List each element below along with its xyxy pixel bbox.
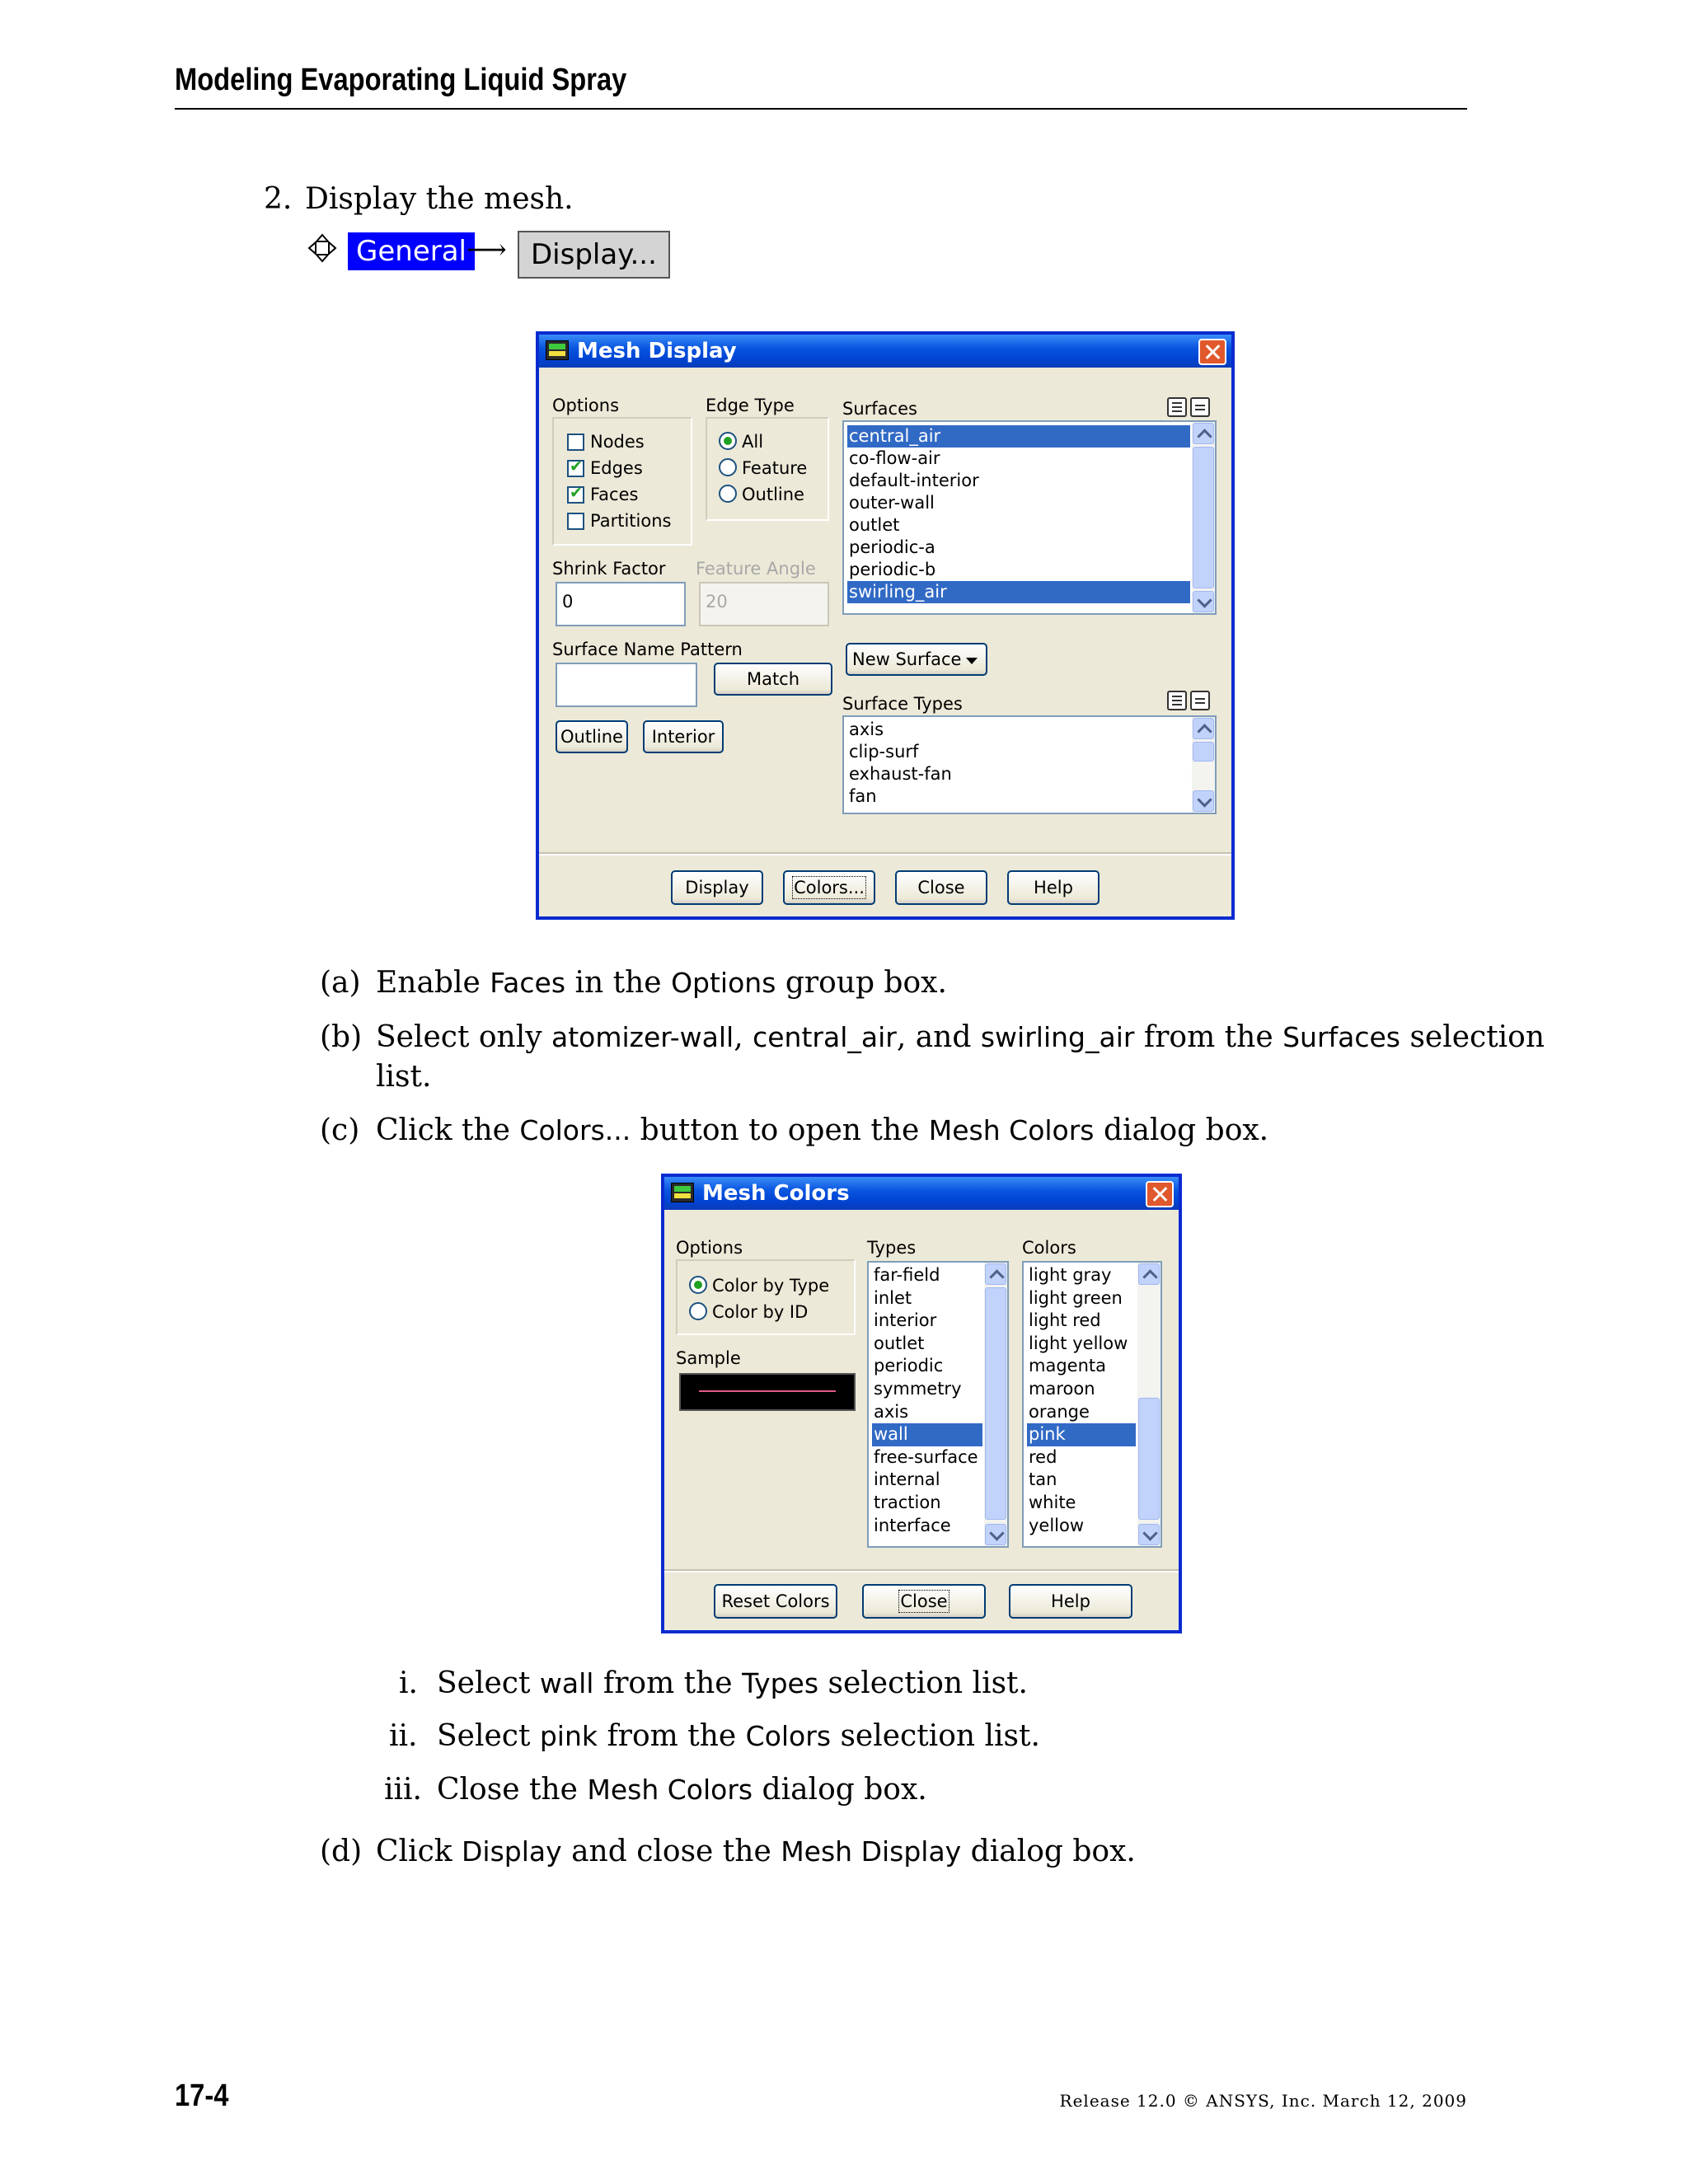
- step-text: Display the mesh.: [305, 182, 574, 216]
- step-number: 2.: [264, 182, 293, 216]
- shrink-factor-label: Shrink Factor: [552, 559, 666, 579]
- color-by-type-radio[interactable]: [689, 1276, 707, 1294]
- instruction-a-label: (a): [320, 966, 361, 1000]
- surface-list-item[interactable]: periodic-b: [849, 560, 936, 579]
- sample-label: Sample: [676, 1348, 741, 1368]
- types-label: Types: [867, 1238, 917, 1258]
- color-list-item[interactable]: tan: [1029, 1469, 1057, 1490]
- surfaces-scrollbar[interactable]: [1192, 422, 1215, 613]
- scroll-thumb[interactable]: [1193, 447, 1214, 588]
- scroll-thumb[interactable]: [985, 1287, 1006, 1520]
- shrink-factor-field[interactable]: [556, 582, 686, 626]
- substep-ii-label: ii.: [389, 1719, 418, 1753]
- mesh-display-dialog: [536, 331, 1235, 920]
- type-list-item[interactable]: interior: [874, 1310, 937, 1331]
- deselect-all-types-icon[interactable]: [1190, 691, 1210, 710]
- feature-angle-field[interactable]: [699, 582, 829, 626]
- type-list-item[interactable]: axis: [874, 1401, 909, 1422]
- mesh-colors-options-label: Options: [676, 1238, 743, 1258]
- fluent-app-icon: [671, 1183, 694, 1202]
- surface-list-item[interactable]: co-flow-air: [849, 448, 940, 468]
- instruction-c: Click the Colors... button to open the Mesh Colors dialog box.: [376, 1113, 1269, 1147]
- color-list-item[interactable]: light red: [1029, 1310, 1101, 1331]
- feature-angle-value: 20: [706, 592, 728, 612]
- help-button[interactable]: Help: [1009, 1584, 1132, 1619]
- color-by-type-label: Color by Type: [712, 1276, 830, 1296]
- color-by-id-label: Color by ID: [712, 1302, 809, 1322]
- color-list-item[interactable]: maroon: [1029, 1379, 1095, 1399]
- close-button[interactable]: Close: [895, 870, 987, 905]
- instruction-b-label: (b): [320, 1020, 363, 1054]
- surface-name-pattern-field[interactable]: [556, 663, 697, 707]
- surface-type-list-item[interactable]: exhaust-fan: [849, 764, 952, 784]
- color-list-item[interactable]: pink: [1027, 1423, 1136, 1446]
- type-list-item[interactable]: outlet: [874, 1333, 925, 1353]
- faces-checkbox[interactable]: [567, 486, 584, 504]
- type-list-item[interactable]: far-field: [874, 1265, 940, 1285]
- dropdown-arrow-icon: [966, 658, 978, 664]
- partitions-checkbox[interactable]: [567, 513, 584, 530]
- mesh-colors-dialog: [661, 1174, 1182, 1633]
- color-list-item[interactable]: red: [1029, 1446, 1057, 1467]
- nav-arrow: ⟶: [467, 233, 507, 266]
- edge-outline-label: Outline: [742, 485, 804, 504]
- release-info: Release 12.0 © ANSYS, Inc. March 12, 2009: [1059, 2091, 1467, 2111]
- type-list-item[interactable]: internal: [874, 1469, 940, 1490]
- scroll-down-icon[interactable]: [1193, 790, 1214, 812]
- edges-checkbox[interactable]: [567, 460, 584, 477]
- type-list-item[interactable]: traction: [874, 1493, 941, 1512]
- types-list[interactable]: [867, 1261, 1009, 1548]
- display-button[interactable]: Display: [671, 870, 763, 905]
- colors-label: Colors: [1022, 1238, 1076, 1258]
- edge-outline-radio[interactable]: [719, 485, 737, 503]
- substep-i: Select wall from the Types selection list.: [437, 1666, 1028, 1700]
- surface-list-item[interactable]: outlet: [849, 515, 900, 535]
- surface-type-list-item[interactable]: axis: [849, 719, 884, 739]
- color-list-item[interactable]: orange: [1029, 1401, 1090, 1422]
- colors-button[interactable]: Colors...: [783, 870, 875, 905]
- edge-feature-label: Feature: [742, 458, 808, 478]
- instruction-b-cont: list.: [376, 1060, 432, 1094]
- mesh-display-title: Mesh Display: [577, 339, 737, 363]
- interior-button[interactable]: Interior: [643, 720, 724, 753]
- nav-general-task-page[interactable]: General: [348, 232, 475, 270]
- reset-colors-button[interactable]: Reset Colors: [714, 1584, 837, 1619]
- color-list-item[interactable]: light yellow: [1029, 1333, 1128, 1353]
- surface-list-item[interactable]: outer-wall: [849, 493, 935, 513]
- color-list-item[interactable]: white: [1029, 1493, 1076, 1512]
- surface-name-pattern-label: Surface Name Pattern: [552, 640, 743, 659]
- color-list-item[interactable]: light gray: [1029, 1265, 1112, 1285]
- shrink-factor-value: 0: [562, 592, 574, 612]
- scroll-up-icon[interactable]: [1138, 1263, 1160, 1285]
- edges-label: Edges: [590, 458, 643, 478]
- feature-angle-label: Feature Angle: [696, 559, 816, 579]
- surfaces-label: Surfaces: [842, 399, 917, 419]
- options-label: Options: [552, 396, 620, 415]
- scroll-thumb[interactable]: [1138, 1398, 1160, 1520]
- sample-line: [699, 1390, 836, 1392]
- page-header: Modeling Evaporating Liquid Spray: [175, 63, 627, 97]
- colors-list[interactable]: [1022, 1261, 1162, 1548]
- surface-types-list[interactable]: [842, 715, 1217, 814]
- partitions-label: Partitions: [590, 511, 672, 531]
- color-list-item[interactable]: magenta: [1029, 1356, 1106, 1376]
- nodes-label: Nodes: [590, 432, 645, 452]
- mesh-colors-title: Mesh Colors: [702, 1181, 850, 1206]
- mesh-colors-titlebar: [664, 1177, 1179, 1210]
- edge-type-group: [706, 417, 829, 521]
- type-list-item[interactable]: periodic: [874, 1356, 944, 1376]
- help-button[interactable]: Help: [1007, 870, 1100, 905]
- outline-button[interactable]: Outline: [556, 720, 628, 753]
- scroll-down-icon[interactable]: [985, 1524, 1006, 1545]
- scroll-up-icon[interactable]: [1193, 718, 1214, 739]
- nodes-checkbox[interactable]: [567, 434, 584, 451]
- nav-display-button[interactable]: Display...: [518, 231, 670, 279]
- surface-types-label: Surface Types: [842, 694, 963, 714]
- surface-list-item[interactable]: swirling_air: [847, 581, 1190, 603]
- close-icon[interactable]: [1146, 1181, 1174, 1207]
- edge-feature-radio[interactable]: [719, 458, 737, 476]
- options-group: [552, 417, 692, 546]
- header-rule: [175, 108, 1467, 110]
- deselect-all-icon[interactable]: [1190, 397, 1210, 417]
- button-separator: [539, 852, 1231, 855]
- substep-iii-label: iii.: [384, 1773, 422, 1807]
- faces-label: Faces: [590, 485, 639, 504]
- type-list-item[interactable]: free-surface: [874, 1446, 978, 1467]
- select-all-icon[interactable]: [1167, 397, 1187, 417]
- types-scrollbar[interactable]: [984, 1263, 1007, 1546]
- select-all-types-icon[interactable]: [1167, 691, 1187, 710]
- sample-preview: [679, 1373, 856, 1411]
- surface-type-list-item[interactable]: fan: [849, 786, 877, 806]
- close-icon[interactable]: [1198, 339, 1226, 365]
- instruction-d-label: (d): [320, 1835, 363, 1868]
- surfaces-list[interactable]: [842, 420, 1217, 615]
- substep-i-label: i.: [399, 1666, 418, 1700]
- type-list-item[interactable]: inlet: [874, 1287, 912, 1308]
- substep-ii: Select pink from the Colors selection list.: [437, 1719, 1040, 1753]
- color-list-item[interactable]: light green: [1029, 1287, 1123, 1308]
- mesh-display-titlebar: [539, 335, 1231, 368]
- edge-all-radio[interactable]: [719, 432, 737, 450]
- type-list-item[interactable]: symmetry: [874, 1379, 962, 1399]
- scroll-up-icon[interactable]: [985, 1263, 1006, 1285]
- type-list-item[interactable]: interface: [874, 1515, 951, 1535]
- close-button[interactable]: Close: [862, 1584, 986, 1619]
- substep-iii: Close the Mesh Colors dialog box.: [437, 1773, 927, 1807]
- instruction-a: Enable Faces in the Options group box.: [376, 966, 947, 1000]
- edge-type-label: Edge Type: [706, 396, 795, 415]
- surface-list-item[interactable]: periodic-a: [849, 537, 935, 557]
- instruction-c-label: (c): [320, 1113, 360, 1147]
- fluent-app-icon: [546, 340, 569, 360]
- scroll-down-icon[interactable]: [1193, 591, 1214, 612]
- new-surface-dropdown[interactable]: New Surface: [846, 643, 987, 676]
- instruction-b: Select only atomizer-wall, central_air, and swirling_air from the Surfaces selection: [376, 1020, 1545, 1054]
- surface-list-item[interactable]: default-interior: [849, 471, 979, 490]
- instruction-d: Click Display and close the Mesh Display dialog box.: [376, 1835, 1136, 1868]
- color-options-group: [676, 1259, 856, 1335]
- button-separator: [664, 1569, 1179, 1572]
- scroll-up-icon[interactable]: [1193, 423, 1214, 444]
- type-list-item[interactable]: wall: [872, 1423, 982, 1446]
- edge-all-label: All: [742, 432, 764, 452]
- surface-type-list-item[interactable]: clip-surf: [849, 742, 919, 762]
- page-number: 17-4: [175, 2079, 229, 2113]
- match-button[interactable]: Match: [714, 663, 832, 696]
- colors-scrollbar[interactable]: [1137, 1263, 1160, 1546]
- move-arrows-icon: [307, 232, 338, 264]
- scroll-thumb[interactable]: [1193, 742, 1214, 762]
- color-by-id-radio[interactable]: [689, 1302, 707, 1320]
- scroll-down-icon[interactable]: [1138, 1524, 1160, 1545]
- surface-list-item[interactable]: central_air: [847, 425, 1190, 448]
- surface-types-scrollbar[interactable]: [1192, 717, 1215, 813]
- color-list-item[interactable]: yellow: [1029, 1515, 1085, 1535]
